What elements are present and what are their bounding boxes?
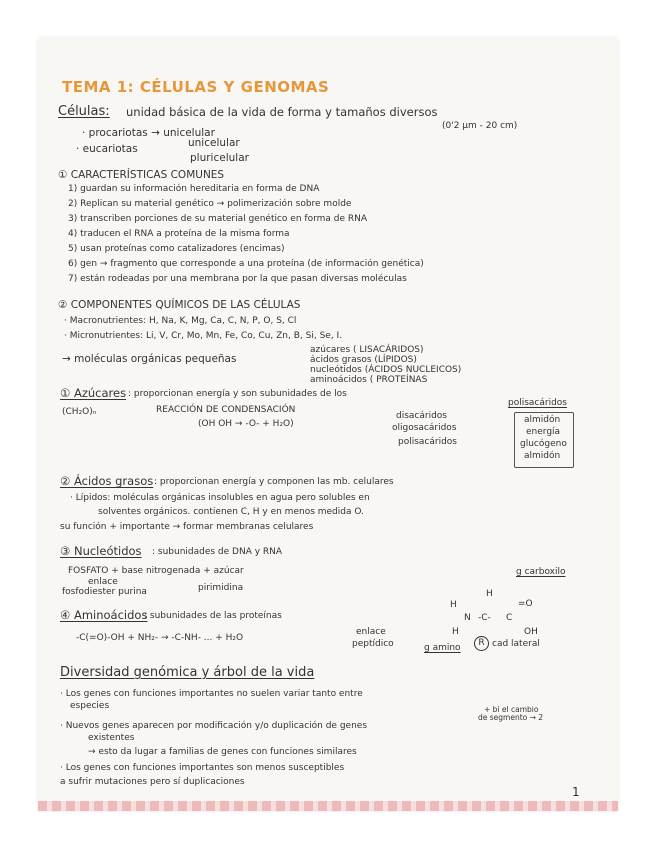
- molecula-item: azúcares ( LISACÁRIDOS): [310, 345, 424, 355]
- nucleotidos-pirimidina: pirimidina: [198, 583, 244, 593]
- carboxilo-label: g carboxilo: [516, 567, 566, 577]
- enlace-label: enlace: [356, 627, 386, 637]
- polisacaridos: polisacáridos: [398, 437, 457, 447]
- cadena-lateral: cad lateral: [492, 639, 540, 649]
- amino-label: g amino: [424, 643, 461, 653]
- diversidad-line: especies: [70, 701, 110, 711]
- atom-c: C: [506, 613, 513, 623]
- polisac-box-title: polisacáridos: [508, 398, 567, 408]
- nucleotidos-formula: FOSFATO + base nitrogenada + azúcar: [68, 566, 244, 576]
- diversidad-line: a sufrir mutaciones pero sí duplicaciones: [60, 777, 245, 787]
- acidos-line: su función + importante → formar membranas celulares: [60, 522, 314, 532]
- diversidad-line: → esto da lugar a familias de genes con funciones similares: [88, 747, 357, 757]
- r-group-circle: R: [474, 636, 489, 651]
- polisac-item: energía: [526, 427, 561, 437]
- procariotas: · procariotas → unicelular: [82, 127, 215, 139]
- aminoacidos-desc: : subunidades de las proteínas: [144, 611, 282, 621]
- caract-item: 4) traducen el RNA a proteína de la misma forma: [68, 229, 290, 239]
- diversidad-note: + bi el cambio: [484, 705, 539, 714]
- atom-h: H: [486, 589, 493, 599]
- diversidad-line: · Nuevos genes aparecen por modificación y/o duplicación de genes: [60, 721, 368, 731]
- moleculas-organicas: → moléculas orgánicas pequeñas: [62, 353, 237, 365]
- euc-unicelular: unicelular: [188, 137, 240, 149]
- eucariotas: · eucariotas: [76, 143, 138, 155]
- caract-item: 1) guardan su información hereditaria en forma de DNA: [68, 184, 320, 194]
- caract-item: 6) gen → fragmento que corresponde a una proteína (de información genética): [68, 259, 424, 269]
- caracteristicas-heading: ① CARACTERÍSTICAS COMUNES: [58, 169, 225, 181]
- atom-h: H: [450, 600, 457, 610]
- page-title: TEMA 1: CÉLULAS Y GENOMAS: [62, 78, 330, 96]
- page-bottom-edge: [38, 801, 618, 811]
- aminoacidos-heading: ④ Aminoácidos: [60, 608, 148, 622]
- componentes-heading: ② COMPONENTES QUÍMICOS DE LAS CÉLULAS: [58, 299, 301, 311]
- azucares-formula: (CH₂O)ₙ: [62, 407, 97, 417]
- polisac-item: glucógeno: [520, 439, 567, 449]
- peptide-formula: -C(=O)-OH + NH₂- → -C-NH- ... + H₂O: [76, 633, 244, 643]
- polisac-item: almidón: [524, 415, 561, 425]
- molecula-item: aminoácidos ( PROTEÍNAS: [310, 375, 428, 385]
- caract-item: 2) Replican su material genético → polimerización sobre molde: [68, 199, 352, 209]
- peptidico-label: peptídico: [352, 639, 394, 649]
- nucleotidos-enlace: enlace: [88, 577, 118, 587]
- atom-n: N: [464, 613, 471, 623]
- disacaridos: disacáridos: [396, 411, 447, 421]
- molecula-item: nucleótidos (ÁCIDOS NUCLEICOS): [310, 365, 462, 375]
- polisac-item: almidón: [524, 451, 561, 461]
- atom-h: H: [452, 627, 459, 637]
- atom-o: =O: [518, 599, 533, 609]
- azucares-heading: ① Azúcares: [60, 386, 127, 400]
- page-number: 1: [572, 785, 580, 799]
- acidos-line: : proporcionan energía y componen las mb. celulares: [154, 477, 394, 487]
- caract-item: 3) transcriben porciones de su material genético en forma de RNA: [68, 214, 368, 224]
- acidos-heading: ② Ácidos grasos: [60, 474, 154, 488]
- azucares-desc: : proporcionan energía y son subunidades de los: [128, 389, 347, 399]
- celulas-label: Células:: [58, 104, 110, 119]
- celulas-size: (0'2 μm - 20 cm): [442, 121, 518, 131]
- reaccion-condensacion: REACCIÓN DE CONDENSACIÓN: [156, 405, 296, 415]
- oligosacaridos: oligosacáridos: [392, 423, 457, 433]
- notebook-page: [38, 38, 618, 811]
- diversidad-line: · Los genes con funciones importantes son menos susceptibles: [60, 763, 345, 773]
- diversidad-line: existentes: [88, 733, 135, 743]
- micronutrientes: · Micronutrientes: Li, V, Cr, Mo, Mn, Fe, Co, Cu, Zn, B, Si, Se, I.: [64, 331, 343, 341]
- macronutrientes: · Macronutrientes: H, Na, K, Mg, Ca, C, N, P, O, S, Cl: [64, 316, 297, 326]
- diversidad-note: de segmento → 2: [478, 713, 544, 722]
- condensacion-eq: (OH OH → -O- + H₂O): [198, 419, 294, 429]
- diversidad-heading: Diversidad genómica y árbol de la vida: [60, 665, 315, 680]
- nucleotidos-fosfodiester: fosfodiester purina: [62, 587, 147, 597]
- nucleotidos-desc: : subunidades de DNA y RNA: [152, 547, 283, 557]
- atom-c: -C-: [478, 613, 491, 623]
- molecula-item: ácidos grasos (LÍPIDOS): [310, 355, 417, 365]
- acidos-line: · Lípidos: moléculas orgánicas insolubles en agua pero solubles en: [70, 493, 370, 503]
- diversidad-line: · Los genes con funciones importantes no suelen variar tanto entre: [60, 689, 363, 699]
- nucleotidos-heading: ③ Nucleótidos: [60, 544, 142, 558]
- atom-oh: OH: [524, 627, 538, 637]
- acidos-line: solventes orgánicos. contienen C, H y en menos medida O.: [98, 507, 364, 517]
- euc-pluricelular: pluricelular: [190, 152, 249, 164]
- caract-item: 5) usan proteínas como catalizadores (encimas): [68, 244, 285, 254]
- caract-item: 7) están rodeadas por una membrana por la que pasan diversas moléculas: [68, 274, 407, 284]
- celulas-def: unidad básica de la vida de forma y tamaños diversos: [126, 105, 438, 119]
